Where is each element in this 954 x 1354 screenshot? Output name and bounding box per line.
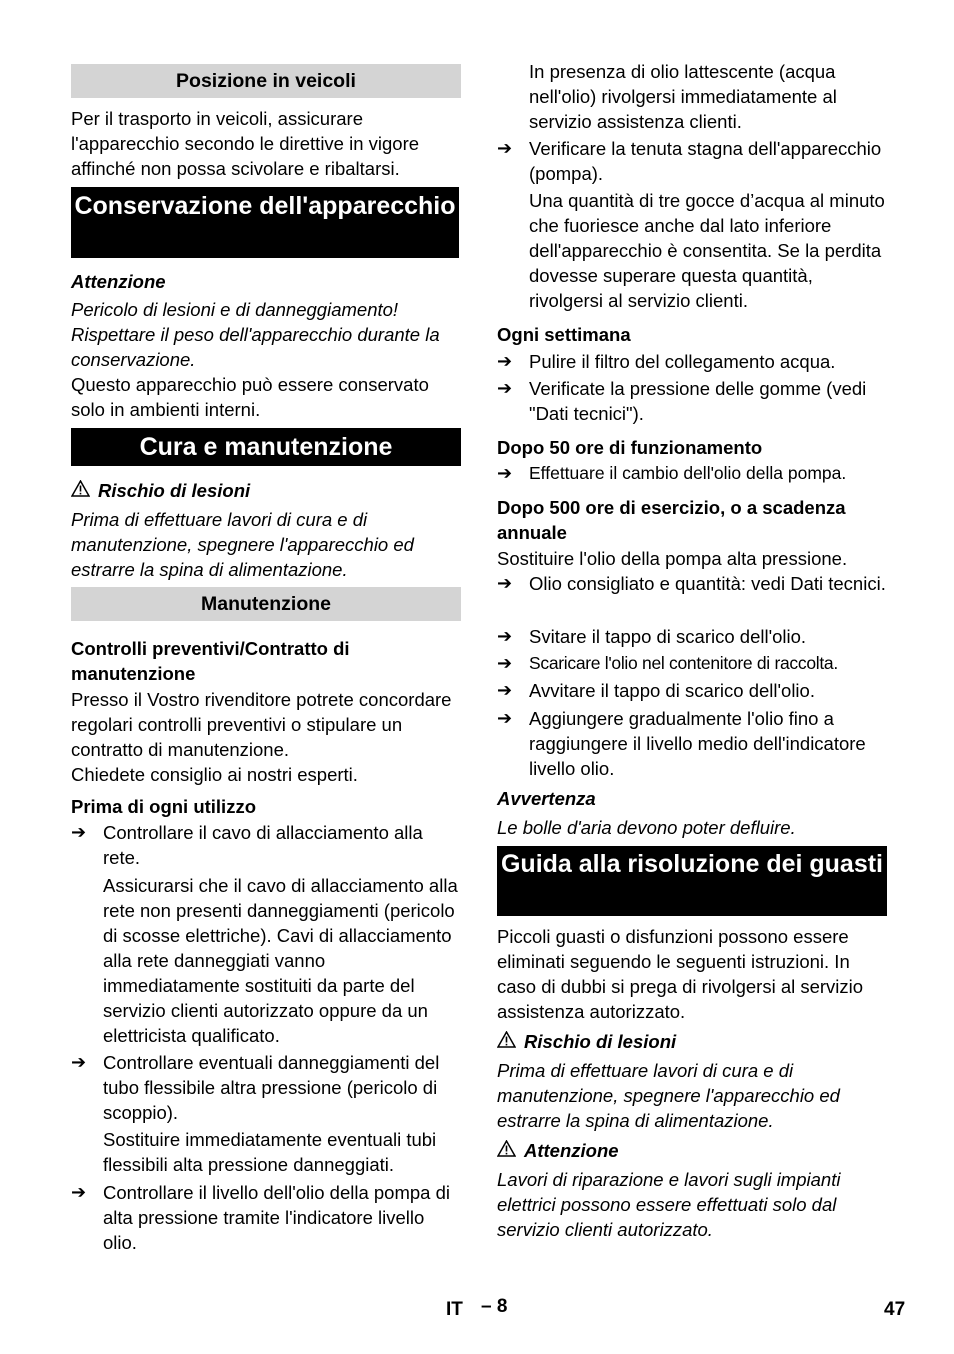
list-item: ➔ Effettuare il cambio dell'olio della pompa. — [497, 461, 887, 486]
tenuta-note: Una quantità di tre gocce d’acqua al minuto che fuoriesce anche dal lato inferiore dell'apparecchio è consentita. Se la perdita dovesse superare questa quantità, rivolgersi al servizio clienti. — [529, 190, 885, 311]
arrow-right-icon: ➔ — [497, 351, 513, 371]
warning-triangle-icon — [497, 1138, 516, 1163]
attenzione-text: Pericolo di lesioni e di danneggiamento! Rispettare il peso dell'apparecchio durante la conservazione. — [71, 299, 440, 370]
footer-page-local: – 8 — [481, 1296, 508, 1317]
dopo50-title: Dopo 50 ore di funzionamento — [497, 437, 763, 458]
controlli-title: Controlli preventivi/Contratto di manutenzione — [71, 638, 350, 684]
arrow-right-icon: ➔ — [71, 1052, 87, 1072]
section-title-manutenzione: Manutenzione — [71, 587, 461, 621]
warning-triangle-icon — [71, 478, 90, 503]
list-item: ➔ Aggiungere gradualmente l'olio fino a raggiungere il livello medio dell'indicatore livello olio. — [497, 708, 866, 779]
arrow-right-icon: ➔ — [497, 378, 513, 398]
prima-title: Prima di ogni utilizzo — [71, 796, 256, 817]
footer-lang: IT — [446, 1299, 463, 1320]
dopo500-title: Dopo 500 ore di esercizio, o a scadenza annuale — [497, 497, 846, 543]
rischio-heading-right — [497, 1029, 887, 1054]
olio-note: In presenza di olio lattescente (acqua nell'olio) rivolgersi immediatamente al servizio assistenza clienti. — [529, 61, 837, 132]
rischio-label: Rischio di lesioni — [98, 480, 251, 501]
rischio-text: Prima di effettuare lavori di cura e di manutenzione, spegnere l'apparecchio ed estrarre la spina di alimentazione. — [71, 509, 414, 580]
heading-conservazione: Conservazione dell'apparecchio — [71, 187, 459, 258]
heading-cura: Cura e manutenzione — [71, 428, 461, 466]
list-item: ➔ Pulire il filtro del collegamento acqua. — [497, 351, 836, 372]
footer-page-number: 47 — [884, 1299, 906, 1320]
settimana-title: Ogni settimana — [497, 324, 631, 345]
heading-guida: Guida alla risoluzione dei guasti — [497, 846, 887, 916]
rischio-text-right: Prima di effettuare lavori di cura e di manutenzione, spegnere l'apparecchio ed estrarre la spina di alimentazione. — [497, 1060, 840, 1131]
attenzione-label-right: Attenzione — [524, 1140, 619, 1161]
list-item: ➔ Controllare il livello dell'olio della pompa di alta pressione tramite l'indicatore livello olio. — [71, 1182, 450, 1253]
item2-note: Sostituire immediatamente eventuali tubi flessibili alta pressione danneggiati. — [103, 1129, 437, 1175]
arrow-right-icon: ➔ — [71, 1182, 87, 1202]
list-item: ➔ Controllare il cavo di allacciamento alla rete. — [71, 822, 423, 868]
arrow-right-icon: ➔ — [497, 138, 513, 158]
avvertenza-label: Avvertenza — [497, 788, 596, 809]
avvertenza-text: Le bolle d'aria devono poter defluire. — [497, 817, 796, 838]
list-item: ➔ Scaricare l'olio nel contenitore di raccolta. — [497, 651, 887, 676]
guida-text: Piccoli guasti o disfunzioni possono essere eliminati seguendo le seguenti istruzioni. In caso di dubbi si prega di rivolgersi al servizio assistenza autorizzato. — [497, 926, 864, 1022]
list-item: ➔ Avvitare il tappo di scarico dell'olio. — [497, 680, 815, 701]
arrow-right-icon: ➔ — [497, 626, 513, 646]
list-item: ➔ Verificare la tenuta stagna dell'apparecchio (pompa). — [497, 138, 882, 184]
arrow-right-icon: ➔ — [497, 653, 512, 673]
sostituire-text: Sostituire l'olio della pompa alta pressione. — [497, 548, 848, 569]
controlli-text-1: Presso il Vostro rivenditore potrete concordare regolari controlli preventivi o stipulare un contratto di manutenzione. — [71, 689, 452, 760]
list-item: ➔ Controllare eventuali danneggiamenti del tubo flessibile altra pressione (pericolo di scoppio). — [71, 1052, 440, 1123]
list-item: ➔ Olio consigliato e quantità: vedi Dati tecnici. — [497, 573, 886, 594]
attenzione-label: Attenzione — [71, 271, 166, 292]
rischio-label-right: Rischio di lesioni — [524, 1031, 677, 1052]
posizione-text: Per il trasporto in veicoli, assicurare l'apparecchio secondo le direttive in vigore affinché non possa scivolare e ribaltarsi. — [71, 108, 420, 179]
controlli-text-2: Chiedete consiglio ai nostri esperti. — [71, 764, 358, 785]
arrow-right-icon: ➔ — [497, 463, 513, 483]
rischio-heading — [71, 478, 461, 503]
section-title-posizione: Posizione in veicoli — [71, 64, 461, 98]
arrow-right-icon: ➔ — [71, 822, 87, 842]
list-item: ➔ Svitare il tappo di scarico dell'olio. — [497, 626, 807, 647]
warning-triangle-icon — [497, 1029, 516, 1054]
attenzione-text-right: Lavori di riparazione e lavori sugli impianti elettrici possono essere effettuati solo dal servizio clienti autorizzato. — [497, 1169, 841, 1240]
item1-note: Assicurarsi che il cavo di allacciamento alla rete non presenti danneggiamenti (pericolo di scosse elettriche). Cavi di allacciamento alla rete danneggiati vanno immediatamente sostituiti da parte del servizio clienti autorizzato oppure da un elettricista qualificato. — [103, 875, 458, 1046]
arrow-right-icon: ➔ — [497, 573, 513, 593]
arrow-right-icon: ➔ — [497, 680, 513, 700]
conservazione-text: Questo apparecchio può essere conservato solo in ambienti interni. — [71, 374, 429, 420]
arrow-right-icon: ➔ — [497, 708, 513, 728]
list-item: ➔ Verificate la pressione delle gomme (vedi "Dati tecnici"). — [497, 378, 867, 424]
attenzione-heading-right — [497, 1138, 887, 1163]
